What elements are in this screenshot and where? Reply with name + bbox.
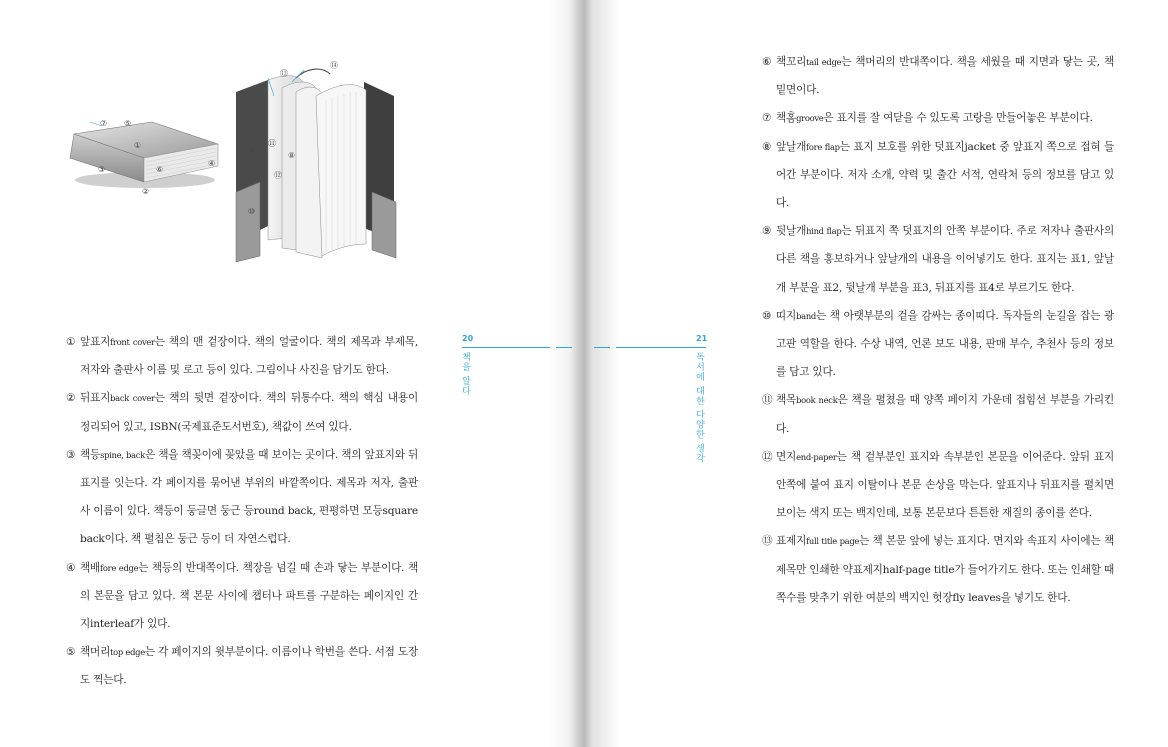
book-anatomy-illustration xyxy=(60,52,424,274)
callout-3: ③ xyxy=(98,165,106,174)
entry-hind-flap: ⑨ 뒷날개hind flap는 뒤표지 쪽 덧표지의 안쪽 부분이다. 주로 저자나 출판사의 다른 책을 홍보하거나 앞날개의 내용을 이어넣기도 한다. 표지는 표1, 앞날개 부분을 표2, 뒷날개 부분을 표3, 뒤표지를 표4로 부르기도 한다. xyxy=(762,225,1114,294)
entry-tail-edge: ⑥ 책꼬리tail edge는 책머리의 반대쪽이다. 책을 세웠을 때 지면과 닿는 곳, 책 밑면이다. xyxy=(762,56,1114,97)
callout-9: ⑨ xyxy=(248,145,256,154)
callout-11: ⑪ xyxy=(268,139,276,148)
left-entry-list xyxy=(66,328,418,695)
running-title-left: 책을 알다 xyxy=(460,352,470,396)
callout-10: ⑩ xyxy=(248,207,256,216)
right-page xyxy=(584,0,1168,747)
folio-rule-right-dash xyxy=(594,347,610,348)
entry-fore-flap: ⑧ 앞날개fore flap는 표지 보호를 위한 덧표지jacket 중 앞표지 쪽으로 접혀 들어간 부분이다. 저자 소개, 약력 및 출간 서적, 연락처 등의 정보를 담고 있다. xyxy=(762,140,1114,210)
open-book xyxy=(236,69,396,262)
folio-rule-right xyxy=(616,347,706,348)
page-number-right: 21 xyxy=(696,334,708,343)
entry-fore-edge: ④ 책배fore edge는 책등의 반대쪽이다. 책장을 넘길 때 손과 닿는 부분이다. 책의 본문을 담고 있다. 책 본문 사이에 챕터나 파트를 구분하는 페이지인 간지interleaf가 있다. xyxy=(66,561,418,631)
running-title-right: 독서에 대한 다양한 생각 xyxy=(694,352,704,464)
entry-full-title-page: ⑬ 표제지full title page는 책 본문 앞에 넣는 표지다. 면지와 속표지 사이에는 책 제목만 인쇄한 약표제지half-page title가 들어가기도 한다. 또는 인쇄할 때 쪽수를 맞추기 위한 여분의 백지인 헛장fly leaves을 넣기도 한다. xyxy=(762,535,1114,604)
callout-13: ⑬ xyxy=(280,69,288,78)
entry-front-cover: ① 앞표지front cover는 책의 맨 겉장이다. 책의 얼굴이다. 책의 제목과 부제목, 저자와 출판사 이름 및 로고 등이 있다. 그림이나 사진을 담기도 한다. xyxy=(66,336,418,377)
entry-book-neck: ⑪ 책목book neck은 책을 펼쳤을 때 양쪽 페이지 가운데 접힘선 부분을 가리킨다. xyxy=(762,394,1114,435)
entry-back-cover: ② 뒤표지back cover는 책의 뒷면 겉장이다. 책의 뒤통수다. 책의 핵심 내용이 정리되어 있고, ISBN(국제표준도서번호), 책값이 쓰여 있다. xyxy=(66,392,418,433)
callout-14: ⑭ xyxy=(330,61,338,70)
callout-2: ② xyxy=(142,187,150,196)
callout-8: ⑧ xyxy=(288,151,296,160)
page-number-left: 20 xyxy=(462,334,474,343)
closed-book xyxy=(70,122,218,188)
entry-groove: ⑦ 책홈groove은 표지를 잘 여닫을 수 있도록 고랑을 만들어놓은 부분이다. xyxy=(762,112,1093,125)
entry-spine: ③ 책등spine, back은 책을 책꽂이에 꽂았을 때 보이는 곳이다. 책의 앞표지와 뒤표지를 잇는다. 각 페이지를 묶어낸 부위의 바깥쪽이다. 제목과 저자, 출판사 이름이 있다. 책등이 둥글면 둥근 등round back, 편평하면 모등square back이다. 책 펼침은 둥근 등이 더 자연스럽다. xyxy=(66,448,418,546)
folio-rule-left xyxy=(462,347,550,348)
right-entry-list xyxy=(762,48,1114,612)
callout-4: ④ xyxy=(208,159,216,168)
callout-7: ⑦ xyxy=(100,119,108,128)
entry-end-paper: ⑫ 면지end-paper는 책 겉부분인 표지와 속부분인 본문을 이어준다. 앞뒤 표지 안쪽에 붙여 표지 이탈이나 본문 손상을 막는다. 앞표지나 뒤표지를 펼치면 보이는 색지 또는 백지인데, 보통 본문보다 튼튼한 재질의 종이를 쓴다. xyxy=(762,450,1114,520)
folio-rule-left-dash xyxy=(556,347,572,348)
entry-top-edge: ⑤ 책머리top edge는 각 페이지의 윗부분이다. 이름이나 학번을 쓴다. 서점 도장도 찍는다. xyxy=(66,646,418,687)
callout-1: ① xyxy=(134,141,142,150)
callout-12: ⑫ xyxy=(274,171,282,180)
callout-5: ⑤ xyxy=(124,119,132,128)
entry-band: ⑩ 띠지band는 책 아랫부분의 겉을 감싸는 종이띠다. 독자들의 눈길을 잡는 광고판 역할을 한다. 수상 내역, 언론 보도 내용, 판매 부수, 추천사 등의 정보를 담고 있다. xyxy=(762,309,1114,379)
callout-6: ⑥ xyxy=(156,165,164,174)
